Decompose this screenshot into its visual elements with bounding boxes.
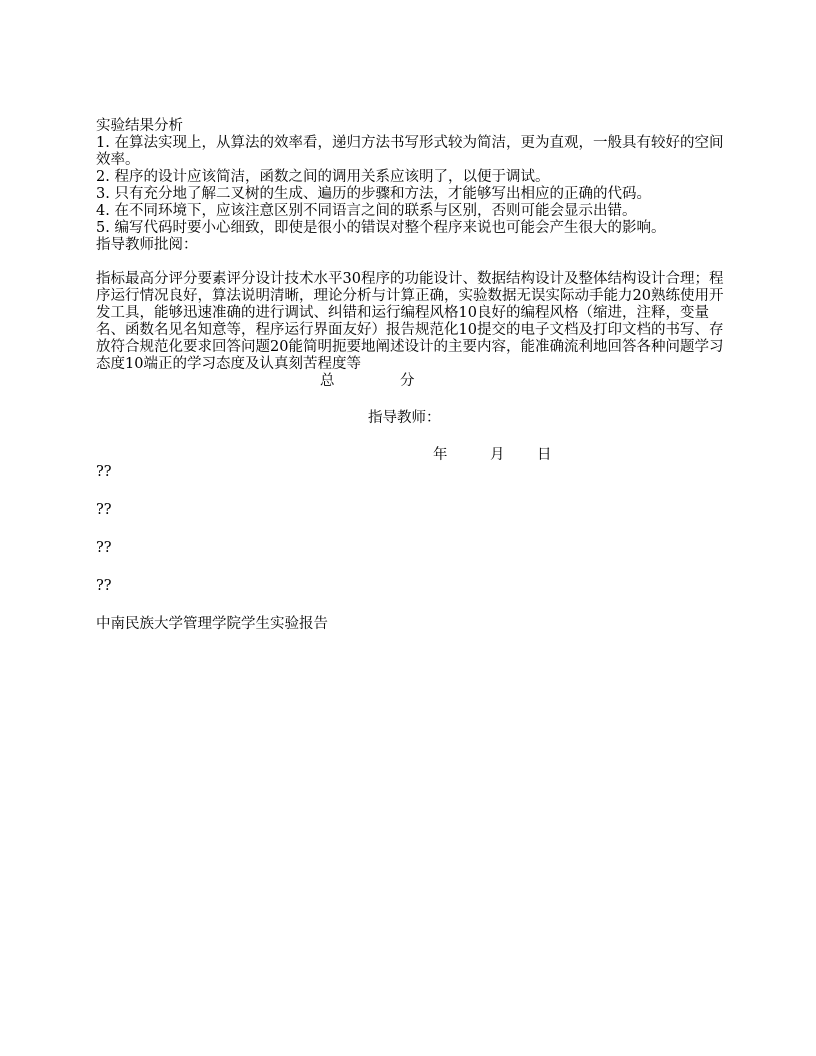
analysis-item: 5. 编写代码时要小心细致，即使是很小的错误对整个程序来说也可能会产生很大的影响。	[96, 220, 666, 236]
analysis-item: 1. 在算法实现上，从算法的效率看，递归方法书写形式较为简洁，更为直观，一般具有较好的空间效率。	[96, 135, 724, 168]
date-month: 月	[490, 447, 505, 463]
date-year: 年	[433, 447, 448, 463]
footer-title: 中南民族大学管理学院学生实验报告	[96, 616, 328, 632]
placeholder-line: ??	[96, 502, 112, 518]
placeholder-line: ??	[96, 464, 112, 480]
total-label: 总	[320, 373, 335, 389]
blank-line	[96, 254, 736, 271]
grading-criteria-text: 指标最高分评分要素评分设计技术水平30程序的功能设计、数据结构设计及整体结构设计合理；程序运行情况良好，算法说明清晰，理论分析与计算正确，实验数据无误实际动手能力20熟练使用开发工具，能够迅速准确的进行调试、纠错和运行编程风格10良好的编程风格（缩进，注释，变量名、函数名见名知意等，程序运行界面友好）报告规范化10提交的电子文档及打印文档的书写、存放符合规范化要求回答问题20能简明扼要地阐述设计的主要内容，能准确流利地回答各种问题学习态度10端正的学习态度及认真刻苦程度等	[96, 271, 724, 372]
score-label: 分	[400, 373, 415, 389]
instructor-review-label: 指导教师批阅：	[96, 237, 198, 253]
total-score-row	[96, 373, 736, 390]
instructor-label: 指导教师：	[368, 410, 441, 426]
placeholder-line: ??	[96, 540, 112, 556]
date-row	[96, 447, 736, 464]
placeholder-line: ??	[96, 578, 112, 594]
analysis-item: 3. 只有充分地了解二叉树的生成、遍历的步骤和方法，才能够写出相应的正确的代码。	[96, 186, 651, 202]
instructor-signature-row	[96, 410, 736, 427]
document-page	[96, 118, 736, 633]
section-title: 实验结果分析	[96, 118, 183, 134]
analysis-item: 4. 在不同环境下，应该注意区别不同语言之间的联系与区别，否则可能会显示出错。	[96, 203, 637, 219]
analysis-item: 2. 程序的设计应该简洁，函数之间的调用关系应该明了，以便于调试。	[96, 169, 550, 185]
date-day: 日	[537, 447, 552, 463]
